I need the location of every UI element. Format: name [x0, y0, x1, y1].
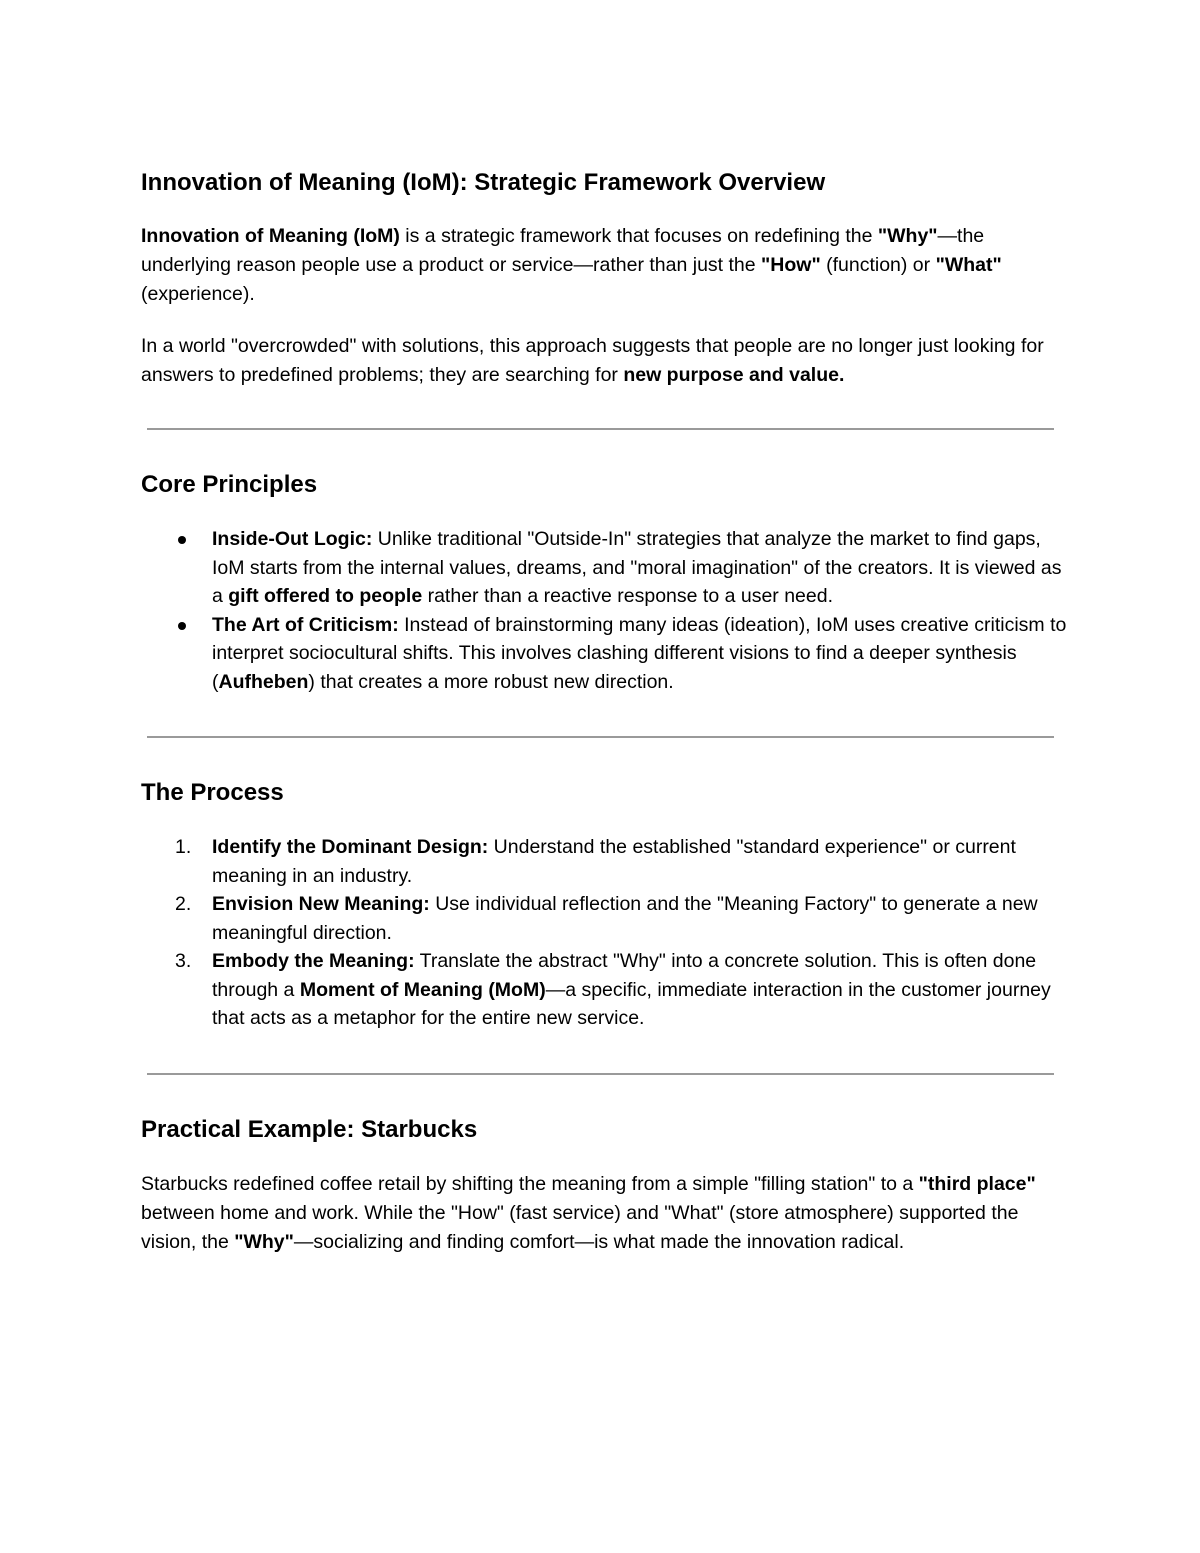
intro-text: is a strategic framework that focuses on redefining the	[399, 225, 878, 247]
intro-bold-term: Innovation of Meaning (IoM)	[141, 225, 400, 247]
item-label: Embody the Meaning:	[212, 950, 415, 972]
overcrowded-text: In a world "overcrowded" with solutions, this approach suggests that people are no longer just looking for answers to predefined problems; they are searching for	[141, 335, 1044, 386]
document-title: Innovation of Meaning (IoM): Strategic Framework Overview	[141, 169, 826, 196]
list-item	[141, 611, 1071, 697]
document-page	[141, 168, 1071, 1257]
bullet-icon	[178, 536, 186, 544]
section-divider	[147, 1073, 1054, 1075]
section-divider	[147, 736, 1054, 738]
list-number: 2.	[175, 893, 192, 915]
list-item	[141, 833, 1071, 890]
process-list	[141, 833, 1071, 1033]
example-why: "Why"	[234, 1230, 294, 1253]
intro-paragraph	[141, 222, 1071, 309]
process-heading: The Process	[141, 779, 284, 806]
item-label: Inside-Out Logic:	[212, 528, 373, 550]
core-principles-heading: Core Principles	[141, 471, 318, 498]
section-divider	[147, 428, 1054, 430]
item-text: Translate the abstract "Why" into a concrete solution. This is often done through a	[212, 950, 1037, 1001]
list-number: 1.	[175, 836, 192, 858]
list-item	[141, 947, 1071, 1033]
example-heading: Practical Example: Starbucks	[141, 1115, 478, 1143]
overcrowded-paragraph	[141, 332, 1071, 390]
example-text: between home and work. While the "How" (fast service) and "What" (store atmosphere) supported the vision, the	[141, 1201, 1019, 1253]
intro-text: —the underlying reason people use a product or service—rather than just the	[141, 225, 985, 276]
item-label: The Art of Criticism:	[212, 613, 399, 636]
item-emphasis: gift offered to people	[228, 585, 423, 607]
item-text: Understand the established "standard experience" or current meaning in an industry.	[212, 836, 1016, 887]
item-emphasis: Moment of Meaning (MoM)	[299, 978, 546, 1001]
item-text: —a specific, immediate interaction in the customer journey that acts as a metaphor for the entire new service.	[212, 978, 1051, 1029]
item-text: Use individual reflection and the "Meaning Factory" to generate a new meaningful direction.	[212, 893, 1038, 944]
intro-what: "What"	[935, 254, 1002, 276]
item-text: Unlike traditional "Outside-In" strategies that analyze the market to find gaps, IoM starts from the internal values, dreams, and "moral imagination" of the creators. It is viewed as a	[212, 528, 1062, 607]
intro-why: "Why"	[877, 225, 938, 247]
overcrowded-bold: new purpose and value.	[623, 364, 845, 386]
item-emphasis: Aufheben	[218, 670, 309, 693]
intro-text: (function) or	[820, 254, 936, 276]
item-label: Identify the Dominant Design:	[212, 836, 489, 858]
item-label: Envision New Meaning:	[212, 893, 430, 915]
list-item	[141, 525, 1071, 611]
list-number: 3.	[175, 950, 192, 972]
list-item	[141, 890, 1071, 947]
example-text: Starbucks redefined coffee retail by shifting the meaning from a simple "filling station" to a	[141, 1172, 919, 1195]
example-text: —socializing and finding comfort—is what made the innovation radical.	[293, 1230, 905, 1253]
item-text: rather than a reactive response to a user need.	[422, 585, 834, 607]
intro-text: (experience).	[141, 283, 255, 305]
item-text: Instead of brainstorming many ideas (ideation), IoM uses creative criticism to interpret sociocultural shifts. This involves clashing different visions to find a deeper synthesis (	[212, 613, 1067, 693]
intro-how: "How"	[761, 254, 821, 276]
example-third-place: "third place"	[918, 1172, 1036, 1195]
example-paragraph	[141, 1170, 1071, 1257]
core-principles-list	[141, 525, 1071, 696]
item-text: ) that creates a more robust new direction.	[308, 670, 674, 693]
bullet-icon	[178, 622, 186, 630]
